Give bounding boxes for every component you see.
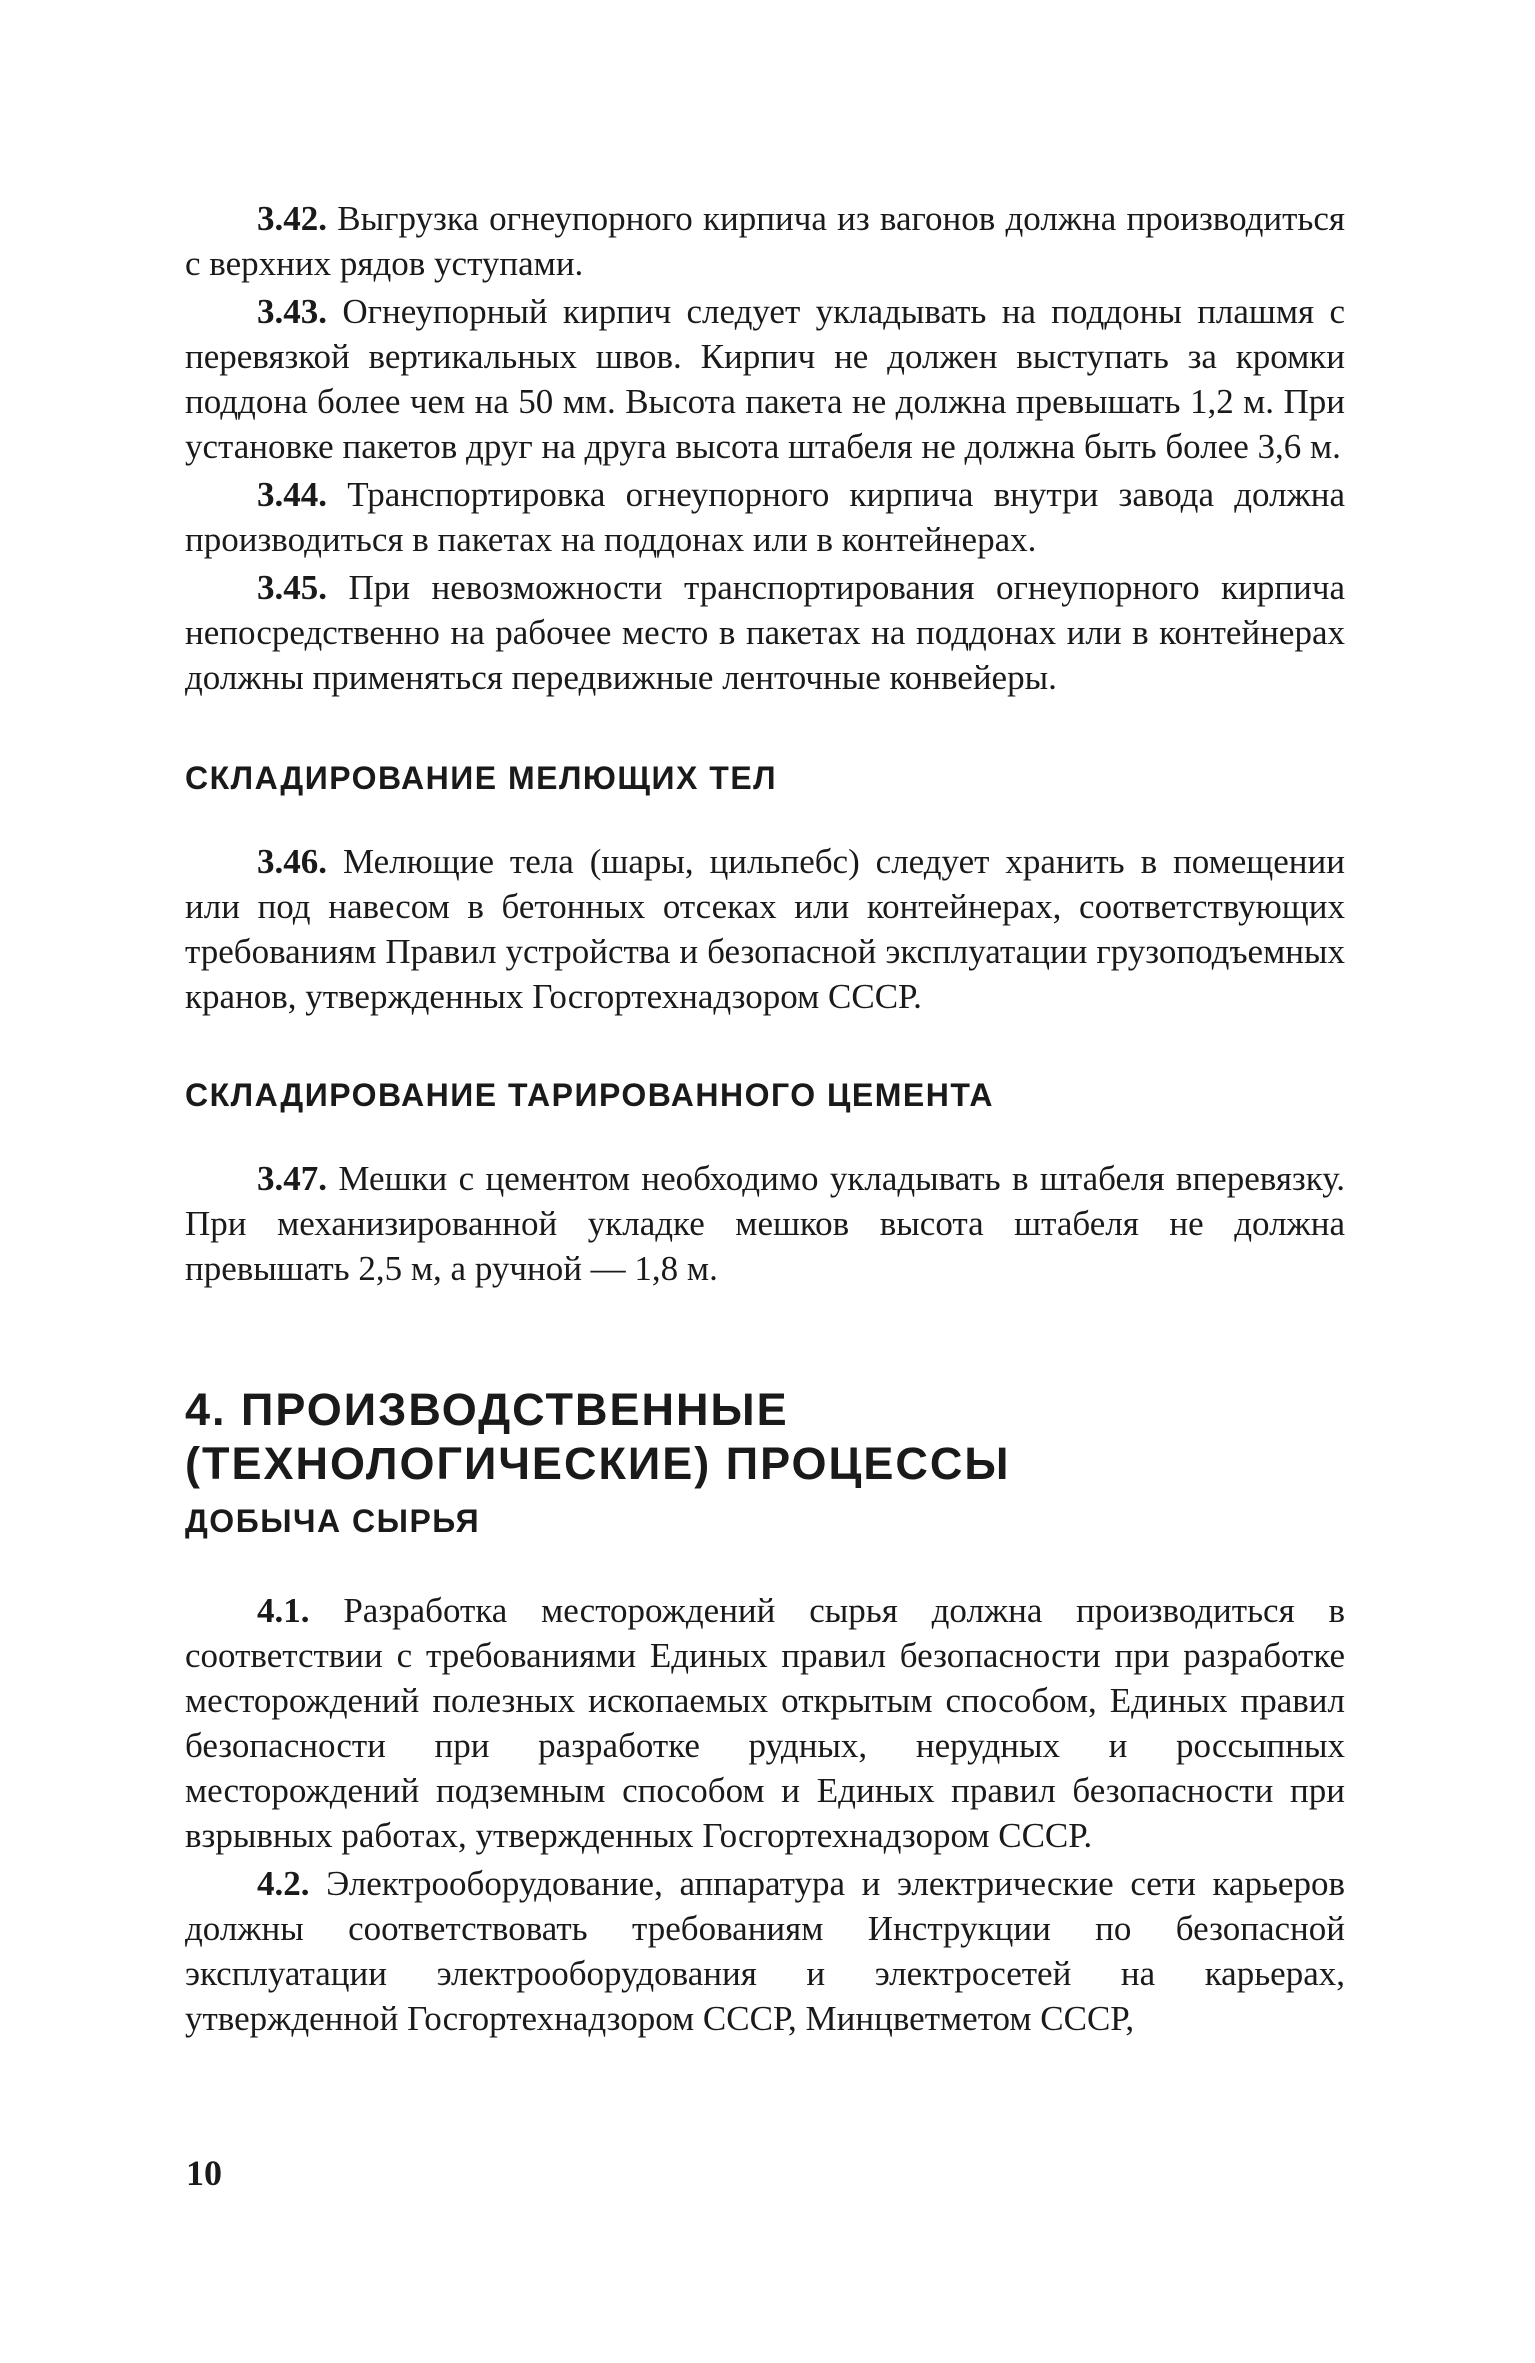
paragraph-3-46 bbox=[185, 839, 1345, 1019]
paragraph-text: При невозможности транспортирования огнеупорного кирпича непосредственно на рабочее место в пакетах на поддонах или в контейнерах должны применяться передвижные ленточные конвейеры. bbox=[185, 568, 1346, 697]
paragraph-text: Огнеупорный кирпич следует укладывать на поддоны плашмя с перевязкой вертикальных швов. Кирпич не должен выступать за кромки поддона более чем на 50 мм. Высота пакета не должна превышать 1,2 м. При установке пакетов друг на друга высота штабеля не должна быть более 3,6 м. bbox=[185, 292, 1345, 466]
paragraph-text: Разработка месторождений сырья должна производиться в соответствии с требованиями Единых правил безопасности при разработке месторождений полезных ископаемых открытым способом, Единых правил безопасности при разработке рудных, нерудных и россыпных месторождений подземным способом и Единых правил безопасности при взрывных работах, утвержденных Госгортехнадзором СССР. bbox=[185, 1591, 1346, 1855]
paragraph-4-1 bbox=[185, 1588, 1345, 1858]
paragraph-number: 3.44. bbox=[257, 475, 327, 514]
paragraph-number: 3.42. bbox=[257, 199, 327, 238]
section-heading-grinding-media: СКЛАДИРОВАНИЕ МЕЛЮЩИХ ТЕЛ bbox=[185, 760, 778, 796]
section-heading-raw-material-extraction: ДОБЫЧА СЫРЬЯ bbox=[185, 1503, 481, 1539]
page-body bbox=[185, 196, 1345, 2044]
paragraph-number: 3.43. bbox=[257, 292, 327, 331]
paragraph-text: Мелющие тела (шары, цильпебс) следует хранить в помещении или под навесом в бетонных отсеках или контейнерах, соответствующих требованиям Правил устройства и безопасной эксплуатации грузоподъемных кранов, утвержденных Госгортехнадзором СССР. bbox=[185, 842, 1345, 1016]
paragraph-3-47 bbox=[185, 1156, 1345, 1291]
paragraph-number: 3.47. bbox=[257, 1159, 327, 1198]
paragraph-3-42 bbox=[185, 196, 1345, 286]
paragraph-text: Мешки с цементом необходимо укладывать в штабеля вперевязку. При механизированной укладке мешков высота штабеля не должна превышать 2,5 м, а ручной — 1,8 м. bbox=[185, 1159, 1345, 1288]
chapter-heading-line-1: 4. ПРОИЗВОДСТВЕННЫЕ bbox=[185, 1384, 789, 1435]
paragraph-4-2 bbox=[185, 1861, 1345, 2041]
paragraph-3-45 bbox=[185, 565, 1345, 700]
paragraph-3-44 bbox=[185, 472, 1345, 562]
paragraph-text: Транспортировка огнеупорного кирпича внутри завода должна производиться в пакетах на поддонах или в контейнерах. bbox=[185, 475, 1346, 559]
chapter-heading-line-2: (ТЕХНОЛОГИЧЕСКИЕ) ПРОЦЕССЫ bbox=[185, 1438, 1011, 1489]
paragraph-number: 4.1. bbox=[257, 1591, 310, 1630]
paragraph-number: 3.45. bbox=[257, 568, 327, 607]
page-number: 10 bbox=[186, 2153, 222, 2193]
paragraph-text: Электрооборудование, аппаратура и электрические сети карьеров должны соответствовать требованиям Инструкции по безопасной эксплуатации электрооборудования и электросетей на карьерах, утвержденной Госгортехнадзором СССР, Минцветметом СССР, bbox=[185, 1864, 1345, 2038]
paragraph-number: 3.46. bbox=[257, 842, 327, 881]
paragraph-number: 4.2. bbox=[257, 1864, 310, 1903]
paragraph-text: Выгрузка огнеупорного кирпича из вагонов должна производиться с верхних рядов уступами. bbox=[185, 199, 1346, 283]
section-heading-packaged-cement: СКЛАДИРОВАНИЕ ТАРИРОВАННОГО ЦЕМЕНТА bbox=[185, 1077, 994, 1113]
chapter-heading bbox=[185, 1383, 1345, 1491]
paragraph-3-43 bbox=[185, 289, 1345, 469]
